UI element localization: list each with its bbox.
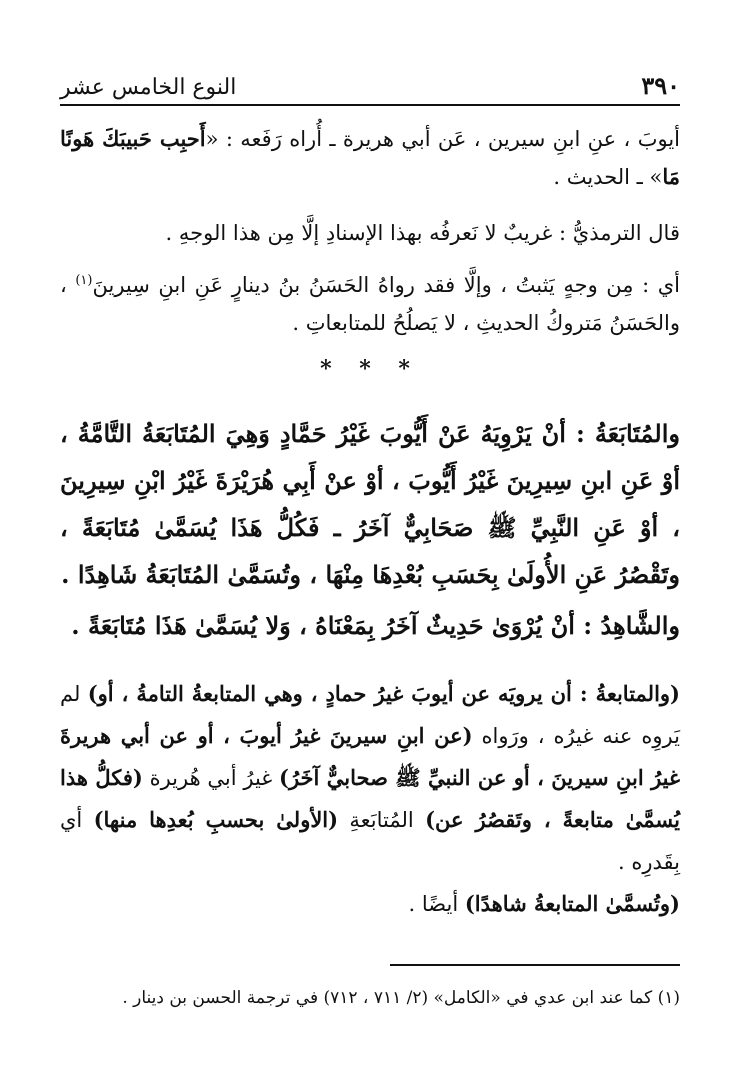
paragraph-explanation-text: أي : مِن وجهٍ يَثبتُ ، وإلَّا فقد رواهُ الحَسَنُ بنُ دينارٍ عَنِ ابنِ سِيرينَ <box>92 273 680 297</box>
page-body <box>60 120 680 925</box>
paragraph-explanation <box>60 262 680 342</box>
running-header <box>60 62 680 100</box>
section-separator: * * * <box>320 356 420 382</box>
sharh-quote-2: (عن ابنِ سيرينَ غيرُ أيوبَ ، أو عن أبي هريرةَ غيرُ ابنِ سيرينَ ، أو عن النبيِّ ﷺ صحابيٌّ آخَرُ) <box>60 723 681 790</box>
paragraph-ayyub-end: » ـ الحديث . <box>553 165 663 189</box>
paragraph-ayyub-text: أيوبَ ، عنِ ابنِ سيرين ، عَن أبي هريرة ـ أُراه رَفَعه : « <box>205 127 680 151</box>
sharh-quote-5: (وتُسمَّىٰ المتابعةُ شاهدًا) <box>464 891 680 916</box>
sharh-text-3: المُتابَعةِ <box>338 808 426 832</box>
matn-shahid: والشَّاهِدُ : أنْ يُرْوَىٰ حَدِيثٌ آخَرُ بِمَعْنَاهُ ، وَلا يُسَمَّىٰ هَذَا مُتَابَعَةً . <box>71 611 680 640</box>
matn-mutabaa: والمُتَابَعَةُ : أنْ يَرْوِيَهُ عَنْ أَيُّوبَ غَيْرُ حَمَّادٍ وَهِيَ المُتَابَعَةُ التَّامَّةُ ، أوْ عَنِ ابنِ سِيرِينَ غَيْرُ أَيُّوبَ ، أوْ عنْ أَبِي هُرَيْرَةَ غَيْرُ ابْنِ سِيرِينَ ، أوْ عَنِ النَّبِيِّ ﷺ صَحَابِيٌّ آخَرُ ـ فَكُلُّ هَذَا يُسَمَّىٰ مُتَابَعَةً ، وتَقْصُرُ عَنِ الأُولَىٰ بِحَسَبِ بُعْدِهَا مِنْهَا ، وتُسَمَّىٰ المُتَابَعَةُ شَاهِدًا . <box>60 419 680 589</box>
sharh-text-5: أيضًا . <box>408 892 465 916</box>
header-rule <box>60 104 680 106</box>
page-number: ٣٩٠ <box>641 71 680 100</box>
hadith-quote: أَحبِب حَبيبَكَ هَونًا مَا <box>60 126 680 189</box>
sharh-paragraph <box>60 673 680 883</box>
paragraph-explanation-end: ، والحَسَنُ مَتروكُ الحديثِ ، لا يَصلُحُ للمتابعاتِ . <box>60 273 680 335</box>
footnote: (١) كما عند ابن عدي في «الكامل» (٢/ ٧١١ ، ٧١٢) في ترجمة الحسن بن دينار . <box>122 988 680 1008</box>
paragraph-tirmidhi: قال الترمذيُّ : غريبٌ لا نَعرفُه بهذا الإسنادِ إلَّا مِن هذا الوجهِ . <box>165 221 680 245</box>
sharh-text-4: أي بِقَدرِه . <box>60 808 680 874</box>
sharh-text-1: لم يَروِه عنه غيرُه ، ورَواه <box>60 682 680 748</box>
sharh-text-2: غيرُ أبي هُريرة <box>142 766 280 790</box>
sharh-quote-4: (الأولىٰ بحسبِ بُعدِها منها) <box>93 807 339 832</box>
chapter-title: النوع الخامس عشر <box>60 75 237 100</box>
footnote-ref[interactable]: (١) <box>75 273 93 288</box>
paragraph-ayyub <box>60 120 680 196</box>
sharh-quote-1: (والمتابعةُ : أن يرويَه عن أيوبَ غيرُ حمادٍ ، وهي المتابعةُ التامةُ ، أو) <box>87 681 680 706</box>
footnote-rule <box>390 964 680 966</box>
sharh-shahid <box>60 883 680 925</box>
sharh-quote-3: (فكلُّ هذا يُسمَّىٰ متابعةً ، وتَقصُرُ عن) <box>60 765 680 832</box>
